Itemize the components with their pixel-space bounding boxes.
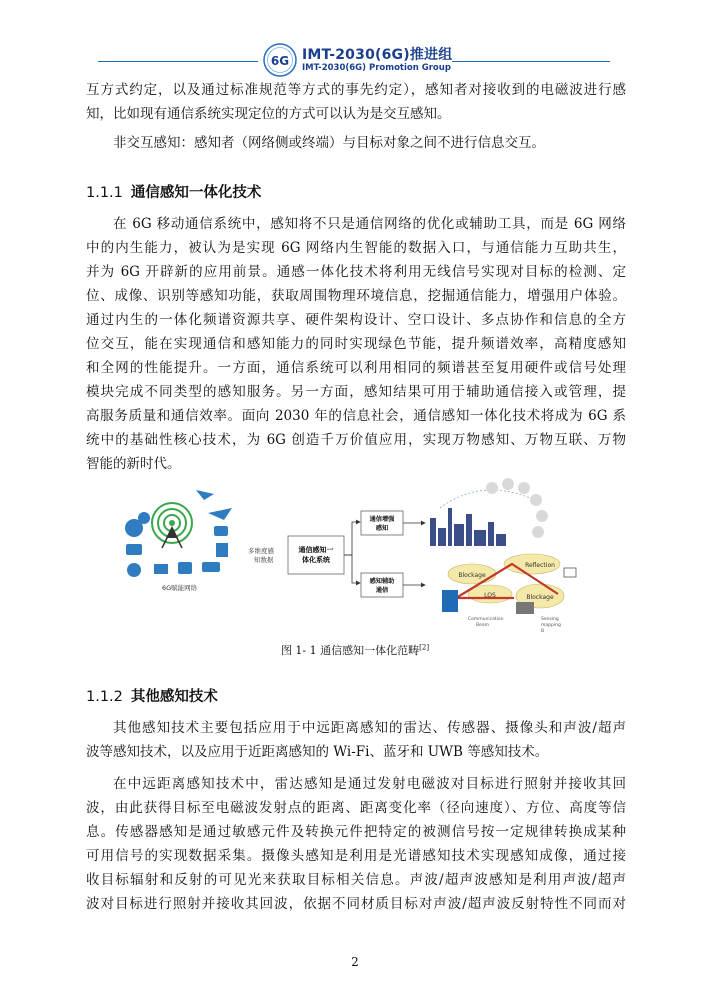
paragraph-long-range-sensing (86, 772, 626, 916)
vehicle-icon (214, 526, 228, 536)
input-label-line: 多维度感 (248, 547, 274, 555)
robot-icon (178, 562, 192, 574)
beam-blockage-diagram (442, 554, 576, 633)
phone-icon (216, 543, 228, 557)
blockage-label: Blockage (458, 572, 486, 579)
network-icon-cluster (125, 490, 232, 592)
header-rule-right (452, 61, 610, 62)
sensing-label-line: Sensing (541, 617, 559, 622)
page-number: 2 (351, 955, 359, 969)
comm-beam-label-line: Beam (476, 623, 489, 628)
integrated-sensing-figure (120, 478, 595, 633)
input-label-line: 知数据 (254, 556, 274, 564)
factory-icon (154, 564, 168, 574)
text-line: 并为 6G 开辟新的应用前景。通感一体化技术将利用无线信号实现对目标的检测、定 (86, 264, 626, 280)
airplane-icon (208, 508, 232, 520)
text-line: 中的内生能力，被认为是实现 6G 网络内生智能的数据入口，与通信能力互助共生， (86, 240, 626, 256)
text-line: 可用信号的实现数据采集。摄像头感知是利用是光谱感知技术实现感知成像，通过接 (86, 848, 626, 864)
text-line: 非交互感知：感知者（网络侧或终端）与目标对象之间不进行信息交互。 (113, 135, 545, 151)
paragraph-6g-sensing (86, 212, 626, 476)
text-line: 智能的新时代。 (86, 456, 181, 472)
text-line: 其他感知技术主要包括应用于中远距离感知的雷达、传感器、摄像头和声波/超声 (113, 720, 626, 736)
base-station-icon (442, 590, 458, 612)
imt-logo-icon (262, 42, 298, 78)
sensing-label-line: B (541, 629, 545, 633)
text-line: 模块完成不同类型的感知服务。另一方面，感知结果可用于辅助通信接入或管理，提 (86, 384, 626, 400)
section-title: 其他感知技术 (130, 689, 218, 705)
text-line: 统中的基础性核心技术，为 6G 创造千万价值应用，实现万物感知、万物互联、万物 (86, 432, 626, 448)
text-line: 位交互，能在实现通信和感知能力的同时实现绿色节能，提升频谱效率，高精度感知 (86, 336, 626, 352)
reflection-label: Reflection (525, 562, 555, 569)
text-line: 和全网的性能提升。一方面，通信系统可以利用相同的频谱甚至复用硬件或信号处理 (86, 360, 626, 376)
branch-arrow-up (344, 522, 360, 555)
caption-text: 图 1- 1 通信感知一体化范畴 (280, 644, 420, 657)
section-title: 通信感知一体化技术 (130, 185, 262, 201)
output-label-line: 感知 (375, 525, 389, 532)
logo-text: 6G (270, 54, 290, 68)
network-label: 6G赋能网络 (162, 584, 198, 592)
header-subtitle: IMT-2030(6G) Promotion Group (302, 63, 451, 73)
vehicle-icon (516, 602, 534, 614)
app-circle-icons (486, 478, 548, 538)
caption-reference: [2] (419, 643, 430, 652)
text-line: 位、成像、识别等感知功能，获取周围物理环境信息，挖掘通信能力，增强用户体验。 (86, 288, 626, 304)
intro-paragraph (86, 78, 626, 126)
section-heading-1-1-2 (86, 685, 218, 706)
los-label: LOS (484, 592, 496, 599)
branch-arrow-down (344, 555, 360, 583)
drone-icon (196, 490, 214, 500)
system-label-line: 通信感知一 (298, 546, 334, 554)
text-line: 收目标辐射和反射的可见光来获取目标相关信息。声波/超声波感知是利用声波/超声 (86, 872, 626, 888)
section-heading-1-1-1 (86, 181, 261, 202)
output-label-line: 通信 (375, 587, 389, 594)
screen-icon (564, 568, 576, 577)
text-line: 高服务质量和通信效率。面向 2030 年的信息社会，通信感知一体化技术将成为 6G 系 (86, 408, 626, 424)
text-line: 在中远距离感知技术中，雷达感知是通过发射电磁波对目标进行照射并接收其回 (113, 776, 626, 792)
text-line: 在 6G 移动通信系统中，感知将不只是通信网络的优化或辅助工具，而是 6G 网络 (113, 216, 626, 232)
car-icon (202, 562, 220, 572)
header-rule-left (98, 61, 258, 62)
figure-caption (0, 642, 710, 658)
system-box (288, 536, 344, 574)
output-label-line: 感知辅助 (369, 578, 395, 585)
sensing-label-line: mapping (541, 623, 561, 628)
text-line: 波，由此获得目标至电磁波发射点的距离、距离变化率（径向速度）、方位、高度等信 (86, 800, 626, 816)
text-line: 知，比如现有通信系统实现定位的方式可以认为是交互感知。 (86, 106, 451, 122)
person-icon (138, 512, 150, 524)
output-label-line: 通信增强 (369, 516, 395, 523)
text-line: 通过内生的一体化频谱资源共享、硬件架构设计、空口设计、多点协作和信息的全方 (86, 312, 626, 328)
blockage-label: Blockage (526, 594, 554, 601)
weather-icon (127, 563, 141, 577)
paragraph-other-sensing (86, 716, 626, 764)
comm-beam-label-line: Communication (468, 617, 504, 622)
text-line: 波对目标进行照射并接收其回波，依据不同材质目标对声波/超声波反射特性不同而对 (86, 896, 626, 912)
non-interactive-paragraph (113, 131, 626, 155)
text-line: 息。传感器感知是通过敏感元件及转换元件把特定的被测信号按一定规律转换成某种 (86, 824, 626, 840)
page-header (0, 42, 710, 82)
text-line: 波等感知技术，以及应用于近距离感知的 Wi-Fi、蓝牙和 UWB 等感知技术。 (86, 744, 549, 760)
section-number: 1.1.1 (86, 185, 123, 201)
section-number: 1.1.2 (86, 689, 123, 705)
system-label-line: 体化系统 (302, 556, 330, 564)
sensor-icon (126, 544, 142, 555)
header-title: IMT-2030(6G)推进组 (302, 47, 453, 63)
text-line: 互方式约定，以及通过标准规范等方式的事先约定），感知者对接收到的电磁波进行感 (86, 82, 626, 98)
city-skyline-icon (430, 490, 530, 546)
